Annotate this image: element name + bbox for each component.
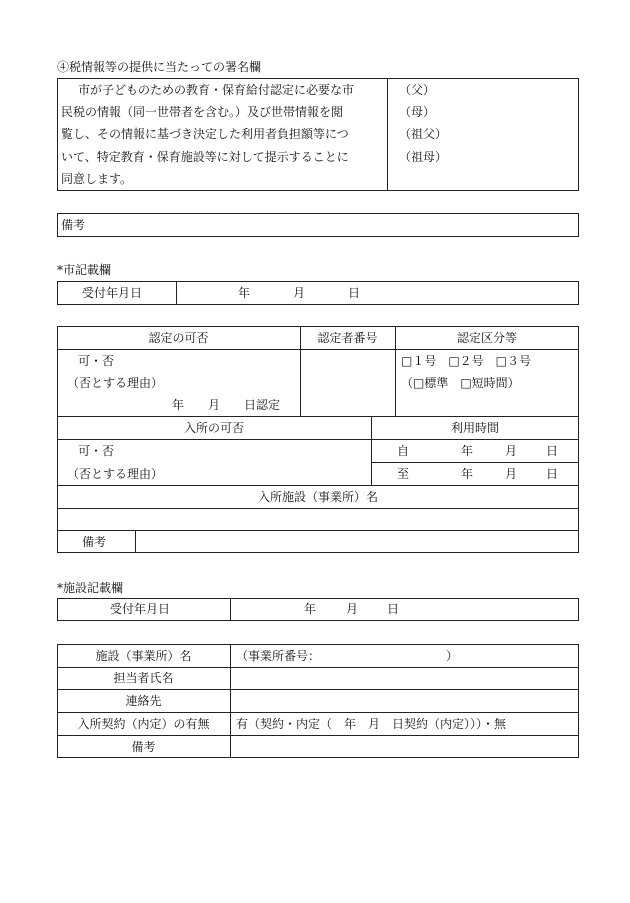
day-label: 日	[387, 602, 400, 616]
certification-approve-option[interactable]: 可・否	[78, 354, 115, 368]
divider	[57, 712, 579, 713]
signer-father[interactable]: （父）	[399, 83, 436, 97]
divider	[371, 462, 579, 463]
header-certification-approval: 認定の可否	[148, 331, 209, 345]
admission-approve-option[interactable]: 可・否	[78, 444, 115, 458]
received-date-label: 受付年月日	[82, 286, 143, 300]
divider	[57, 735, 579, 736]
header-certification-category: 認定区分等	[456, 331, 517, 345]
contract-status-label: 入所契約（内定）の有無	[77, 717, 210, 731]
divider	[176, 281, 177, 305]
divider	[230, 598, 231, 621]
day-label: 日	[546, 444, 559, 458]
consent-line: 民税の情報（同一世帯者を含む。）及び世帯情報を閲	[61, 105, 344, 119]
month-label: 月	[505, 467, 518, 481]
admission-reason-label: （否とする理由）	[67, 467, 164, 481]
contact-info-label: 連絡先	[125, 694, 162, 708]
received-date-label: 受付年月日	[110, 602, 171, 616]
certification-reason-label: （否とする理由）	[67, 376, 164, 390]
consent-line: 市が子どものための教育・保育給付認定に必要な市	[78, 83, 355, 97]
divider	[57, 485, 579, 486]
admission-remarks-label: 備考	[82, 535, 107, 549]
signer-grandfather[interactable]: （祖父）	[399, 127, 448, 141]
divider	[57, 439, 579, 440]
header-usage-time: 利用時間	[450, 421, 499, 435]
section4-title: ④税情報等の提供に当たっての署名欄	[57, 60, 262, 74]
remarks-label: 備考	[61, 218, 86, 232]
admission-facility-header: 入所施設（事業所）名	[257, 490, 378, 504]
facility-name-label: 施設（事業所）名	[95, 649, 192, 663]
header-admission-approval: 入所の可否	[183, 421, 244, 435]
year-label: 年	[304, 602, 317, 616]
year-label: 年	[461, 467, 474, 481]
divider	[57, 689, 579, 690]
facility-number-field[interactable]: （事業所番号： ）	[236, 649, 459, 663]
facility-section-title: *施設記載欄	[57, 581, 124, 595]
to-label: 至	[397, 467, 410, 481]
certification-time-options[interactable]: （□標準 □短時間）	[401, 376, 520, 390]
consent-line: 覧し、その情報に基づき決定した利用者負担額等につ	[61, 127, 349, 141]
month-label: 月	[505, 444, 518, 458]
day-label: 日	[348, 286, 361, 300]
certification-category-options[interactable]: □１号 □２号 □３号	[401, 354, 532, 368]
header-certifier-number: 認定者番号	[317, 331, 378, 345]
contact-person-label: 担当者氏名	[113, 671, 174, 685]
admission-remarks-field[interactable]	[136, 531, 578, 552]
divider	[230, 644, 231, 758]
contract-status-field[interactable]: 有（契約・内定（ 年 月 日契約（内定）））・無	[236, 717, 507, 731]
month-label: 月	[346, 602, 359, 616]
signer-grandmother[interactable]: （祖母）	[399, 150, 448, 164]
year-label: 年	[461, 444, 474, 458]
city-section-title: *市記載欄	[57, 263, 112, 277]
consent-line: いて、特定教育・保育施設等に対して提示することに	[61, 150, 349, 164]
divider	[57, 349, 579, 350]
remarks-box[interactable]	[57, 213, 579, 237]
year-label: 年	[238, 286, 251, 300]
consent-line: 同意します。	[61, 172, 133, 186]
facility-remarks-label: 備考	[131, 740, 156, 754]
divider	[57, 416, 579, 417]
certification-date: 年 月 日認定	[172, 398, 281, 412]
signer-mother[interactable]: （母）	[399, 105, 436, 119]
admission-facility-field[interactable]	[58, 509, 578, 529]
consent-divider	[387, 78, 388, 191]
day-label: 日	[546, 467, 559, 481]
divider	[57, 667, 579, 668]
month-label: 月	[293, 286, 306, 300]
from-label: 自	[397, 444, 410, 458]
